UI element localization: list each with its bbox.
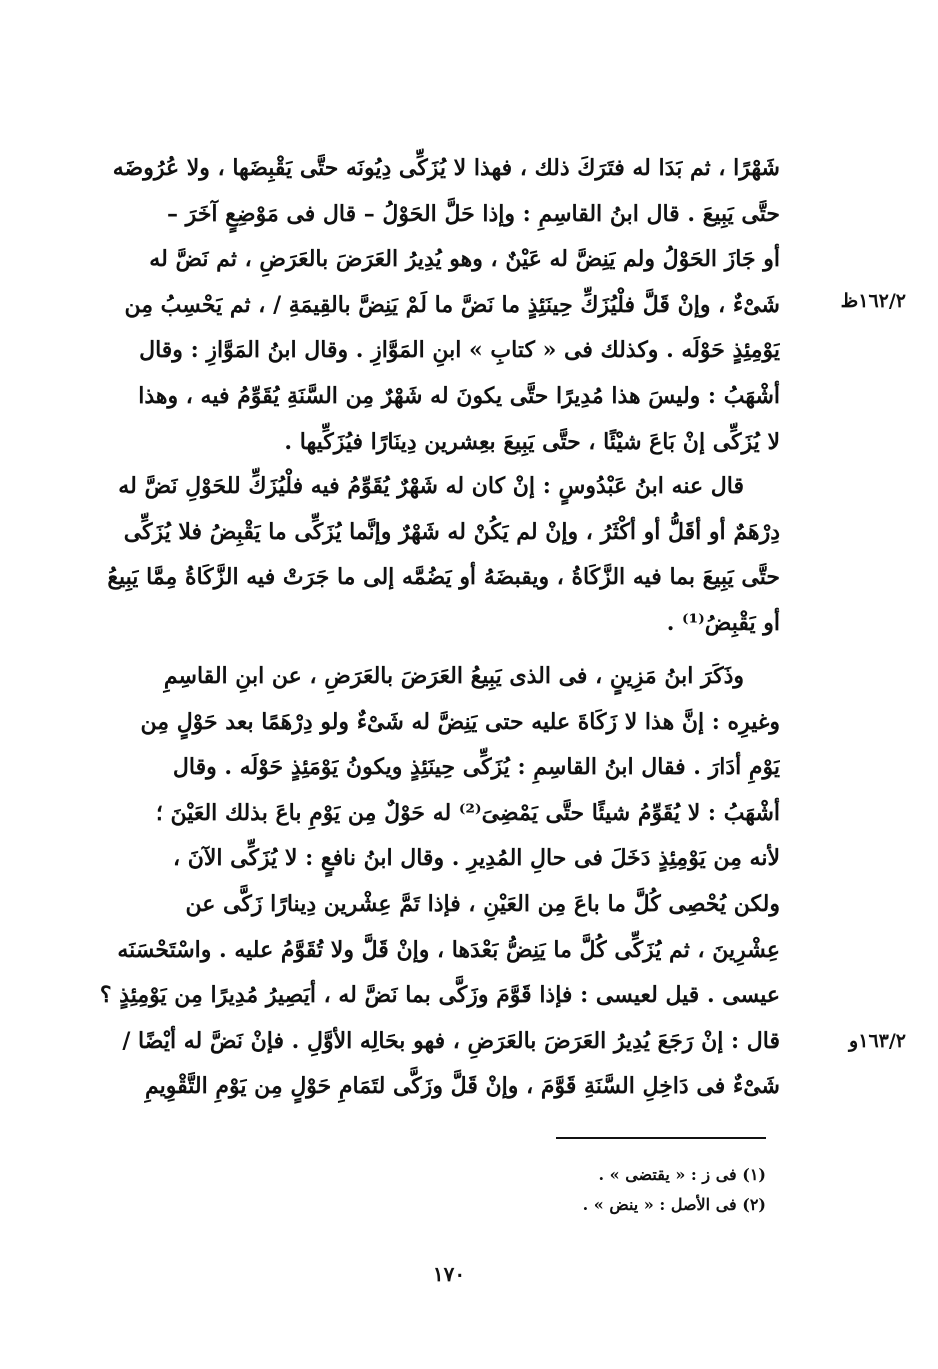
paragraph: [100, 146, 780, 465]
paragraph: [100, 654, 780, 1110]
text-line: لا يُزَكِّى إنْ بَاعَ شيْئًا ، حتَّى يَبِيعَ بعِشرين دِينَارًا فيُزَكِّيها .: [284, 428, 780, 455]
text-line: أو يَقْبِضُ⁽¹⁾ .: [666, 609, 780, 636]
footnote-divider: [556, 1137, 766, 1139]
folio-margin-note: ١٦٣/٢و: [849, 1030, 906, 1052]
text-line: أو جَازَ الحَوْلُ ولم يَنِضَّ له عَيْنٌ ، وهو يُدِيرُ العَرَضَ بالعَرَضِ ، ثم نَضَّ له: [149, 246, 780, 273]
text-line: أشْهَبُ : لا يُقَوِّمُ شيئًا حتَّى يَمْضِىَ⁽²⁾ له حَوْلٌ مِن يَوْمِ باعَ بذلك العَيْنَ ؛: [155, 799, 780, 826]
text-line: شَهْرًا ، ثم بَدَا له فتَرَكَ ذلك ، فهذا لا يُزَكِّى دِيُونَه حتَّى يَقْبِضَها ، ولا عُرُوضَه: [112, 155, 780, 181]
text-line: عيسى . قيل لعيسى : فإذا قَوَّمَ وزَكَّى بما نَضَّ له ، أيَصِيرُ مُدِيرًا مِن يَوْمِئِذٍ ؟: [100, 982, 780, 1009]
text-line: يَوْمِئِذٍ حَوْلَه . وكذلك فى « كتابِ » ابنِ المَوَّازِ . وقال ابنُ المَوَّازِ : وقال: [139, 337, 780, 364]
text-line: ولكن يُحْصِى كُلَّ ما باعَ مِن العَيْنِ ، فإذا تَمَّ عِشْرين دِينارًا زَكَّى عن: [185, 890, 780, 917]
folio-margin-note: ١٦٢/٢ظ: [840, 290, 906, 312]
text-line: حتَّى يَبِيعَ بما فيه الزَّكَاةُ ، ويقبضَهُ أو يَضُمَّه إلى ما جَرَتْ فيه الزَّكَاةُ مِمَّا يَبِيعُ: [107, 564, 780, 591]
text-line: دِرْهَمٌ أو أقَلُّ أو أكْثَرُ ، وإنْ لم يَكُنْ له شَهْرٌ وإنَّما يُزَكِّى ما يَقْبِضُ فلا يُزَكِّى: [123, 518, 780, 545]
page-number: ١٧٠: [432, 1262, 466, 1286]
text-line: شَىْءٌ فى دَاخِلِ السَّنَةِ قَوَّمَ ، وإنْ قَلَّ وزَكَّى لتَمَامِ حَوْلٍ مِن يَوْمِ التَّقْوِيمِ: [144, 1073, 780, 1100]
text-line: عِشْرِينَ ، ثم يُزَكِّى كُلَّ ما يَنِضُّ بَعْدَها ، وإنْ قَلَّ ولا تُقَوَّمُ عليه . واسْتَحْسَنَه: [117, 936, 780, 963]
footnote: (٢) فى الأصل : « ينض » .: [582, 1195, 766, 1214]
text-line: وغيرِه : إنَّ هذا لا زَكَاةَ عليه حتى يَنِضَّ له شَىْءٌ ولو دِرْهَمًا بعد حَوْلٍ مِن: [140, 708, 780, 735]
text-line: لأنه مِن يَوْمِئِذٍ دَخَلَ فى حالِ المُدِيرِ . وقال ابنُ نافعٍ : لا يُزَكِّى الآنَ ،: [172, 845, 780, 872]
text-line: أشْهَبُ : وليسَ هذا مُدِيرًا حتَّى يكونَ له شَهْرٌ مِن السَّنَةِ يُقَوِّمُ فيه ، وهذا: [138, 382, 780, 409]
paragraph: [100, 464, 780, 646]
text-line: يَوْمِ أدَارَ . فقال ابنُ القاسِمِ : يُزَكِّى حِينَئِذٍ ويكونُ يَوْمَئِذٍ حَوْلَه . وقال: [172, 754, 780, 781]
footnote: (١) فى ز : « يقتضى » .: [598, 1165, 766, 1184]
text-line: حتَّى يَبِيعَ . قال ابنُ القاسِمِ : وإذا حَلَّ الحَوْلُ – قال فى مَوْضِعٍ آخَرَ –: [167, 200, 780, 227]
text-line: قال عنه ابنُ عَبْدُوسٍ : إنْ كان له شَهْرٌ يُقَوِّمُ فيه فلْيُزَكِّ للحَوْلِ نَضَّ له: [118, 473, 744, 499]
text-line: وذَكَرَ ابنُ مَزِينٍ ، فى الذى يَبِيعُ العَرَضَ بالعَرَضِ ، عن ابنِ القاسِمِ: [163, 663, 744, 689]
text-line: قال : إنْ رَجَعَ يُدِيرُ العَرَضَ بالعَرَضِ ، فهو بحَالِه الأوَّلِ . فإنْ نَضَّ له أيْضًا /: [122, 1027, 780, 1054]
text-line: شَىْءٌ ، وإنْ قَلَّ فلْيُزَكِّ حِينَئِذٍ ما نَضَّ ما لَمْ يَنِضَّ بالقِيمَةِ / ، ثم يَحْسِبُ مِن: [124, 291, 780, 318]
